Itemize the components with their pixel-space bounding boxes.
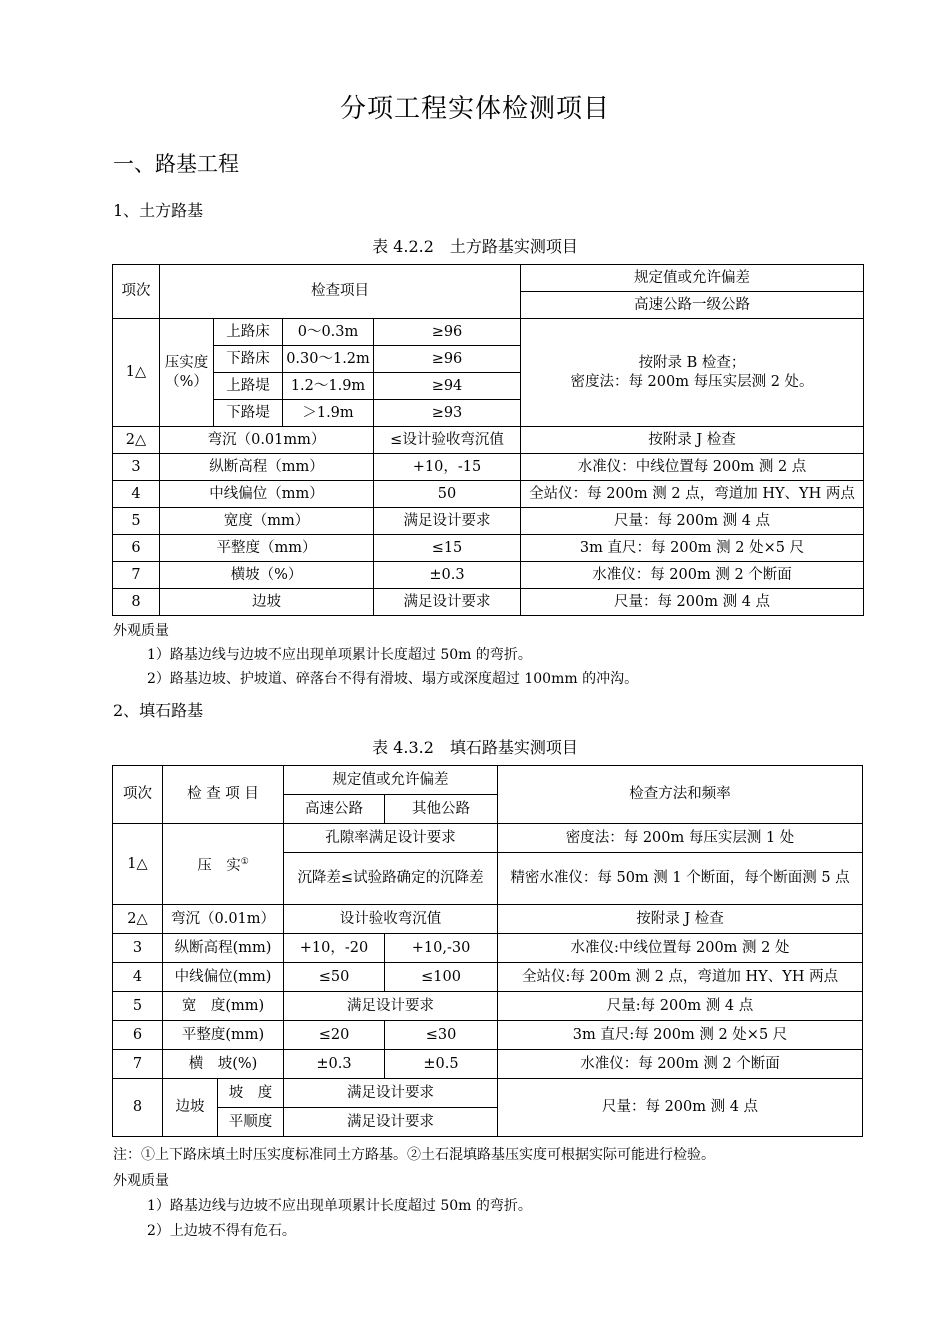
cell-method: 水准仪：中线位置每 200m 测 2 点 — [521, 454, 864, 481]
cell-method: 水准仪：每 200m 测 2 个断面 — [498, 1050, 863, 1079]
cell-value: 满足设计要求 — [374, 508, 521, 535]
appearance-note: 2）上边坡不得有危石。 — [147, 1223, 296, 1239]
appearance-note: 1）路基边线与边坡不应出现单项累计长度超过 50m 的弯折。 — [147, 1198, 532, 1214]
header-spec: 规定值或允许偏差 — [284, 766, 498, 795]
table-footnote: 注：①上下路床填土时压实度标准同土方路基。②土石混填路基压实度可根据实际可能进行检验。 — [113, 1147, 715, 1163]
cell-value: 设计验收弯沉值 — [284, 905, 498, 934]
cell-value: 沉降差≤试验路确定的沉降差 — [284, 853, 498, 905]
cell-item-no: 3 — [113, 934, 163, 963]
cell-method: 密度法：每 200m 每压实层测 1 处 — [498, 824, 863, 853]
cell-item-no: 6 — [113, 1021, 163, 1050]
table-row — [113, 1079, 863, 1108]
subsection-heading-earth: 1、土方路基 — [113, 201, 204, 220]
cell-depth: ＞1.9m — [283, 400, 374, 427]
cell-method: 精密水准仪：每 50m 测 1 个断面，每个断面测 5 点 — [498, 853, 863, 905]
cell-value: ≤设计验收弯沉值 — [374, 427, 521, 454]
table-row — [113, 905, 863, 934]
cell-check-item: 边坡 — [160, 589, 374, 616]
header-spec-sub: 高速公路一级公路 — [521, 292, 864, 319]
cell-check-item: 宽 度(mm) — [163, 992, 284, 1021]
cell-check-item: 弯沉（0.01m） — [163, 905, 284, 934]
cell-method: 尺量:每 200m 测 4 点 — [498, 992, 863, 1021]
cell-method: 按附录 J 检查 — [521, 427, 864, 454]
cell-sub-item: 平顺度 — [218, 1108, 284, 1137]
method-line: 密度法：每 200m 每压实层测 2 处。 — [570, 373, 814, 390]
cell-method: 全站仪:每 200m 测 2 点，弯道加 HY、YH 两点 — [498, 963, 863, 992]
table-row — [113, 481, 864, 508]
footnote-mark: ① — [240, 856, 249, 867]
cell-value-highway: ≤20 — [284, 1021, 385, 1050]
table-header-row — [113, 766, 863, 795]
cell-check-item: 横坡（%） — [160, 562, 374, 589]
header-check-item: 检 查 项 目 — [163, 766, 284, 824]
appearance-label: 外观质量 — [113, 623, 169, 639]
table-row — [113, 454, 864, 481]
table-row — [113, 589, 864, 616]
cell-value-other: +10,-30 — [385, 934, 498, 963]
cell-item-no: 5 — [113, 508, 160, 535]
table-rock-subgrade — [112, 765, 863, 1137]
cell-compaction — [163, 824, 284, 905]
cell-depth: 0～0.3m — [283, 319, 374, 346]
cell-value: 满足设计要求 — [284, 992, 498, 1021]
header-other-road: 其他公路 — [385, 795, 498, 824]
table-row — [113, 319, 864, 346]
table-row — [113, 508, 864, 535]
table-earth-subgrade — [112, 264, 864, 616]
cell-method: 按附录 J 检查 — [498, 905, 863, 934]
cell-value-other: ±0.5 — [385, 1050, 498, 1079]
table2-caption: 表 4.3.2 填石路基实测项目 — [372, 738, 578, 757]
header-method: 检查方法和频率 — [498, 766, 863, 824]
header-highway: 高速公路 — [284, 795, 385, 824]
cell-value: +10，-15 — [374, 454, 521, 481]
cell-item-no: 4 — [113, 481, 160, 508]
table-row — [113, 824, 863, 853]
table-row — [113, 992, 863, 1021]
cell-item-no: 7 — [113, 562, 160, 589]
cell-method — [521, 319, 864, 427]
cell-value: 孔隙率满足设计要求 — [284, 824, 498, 853]
cell-method: 尺量：每 200m 测 4 点 — [521, 508, 864, 535]
table-row — [113, 934, 863, 963]
cell-check-item: 纵断高程（mm） — [160, 454, 374, 481]
method-line: 按附录 B 检查； — [638, 354, 746, 371]
cell-method: 尺量：每 200m 测 4 点 — [498, 1079, 863, 1137]
cell-value-highway: ±0.3 — [284, 1050, 385, 1079]
cell-slope: 边坡 — [163, 1079, 218, 1137]
cell-check-item: 弯沉（0.01mm） — [160, 427, 374, 454]
cell-layer: 上路床 — [214, 319, 283, 346]
cell-value: ≥96 — [374, 319, 521, 346]
cell-check-item: 横 坡(%) — [163, 1050, 284, 1079]
cell-value-highway: +10，-20 — [284, 934, 385, 963]
cell-method: 3m 直尺：每 200m 测 2 处×5 尺 — [521, 535, 864, 562]
cell-item-no: 6 — [113, 535, 160, 562]
cell-item-no: 1△ — [113, 319, 160, 427]
cell-value: 满足设计要求 — [284, 1108, 498, 1137]
cell-method: 水准仪：每 200m 测 2 个断面 — [521, 562, 864, 589]
cell-item-no: 5 — [113, 992, 163, 1021]
cell-item-no: 2△ — [113, 427, 160, 454]
cell-method: 尺量：每 200m 测 4 点 — [521, 589, 864, 616]
cell-value: ±0.3 — [374, 562, 521, 589]
cell-value-other: ≤30 — [385, 1021, 498, 1050]
cell-item-no: 8 — [113, 1079, 163, 1137]
cell-value: ≤15 — [374, 535, 521, 562]
subsection-heading-rock: 2、填石路基 — [113, 701, 204, 720]
cell-layer: 下路堤 — [214, 400, 283, 427]
cell-item-no: 1△ — [113, 824, 163, 905]
cell-check-item: 平整度（mm） — [160, 535, 374, 562]
section-heading: 一、路基工程 — [113, 152, 239, 176]
cell-value: 满足设计要求 — [284, 1079, 498, 1108]
header-check-item: 检查项目 — [160, 265, 521, 319]
cell-value: ≥96 — [374, 346, 521, 373]
cell-check-item: 中线偏位(mm) — [163, 963, 284, 992]
cell-item-no: 8 — [113, 589, 160, 616]
document-title: 分项工程实体检测项目 — [339, 94, 610, 124]
cell-value: 满足设计要求 — [374, 589, 521, 616]
appearance-note: 2）路基边坡、护坡道、碎落台不得有滑坡、塌方或深度超过 100mm 的冲沟。 — [147, 671, 639, 687]
cell-layer: 上路堤 — [214, 373, 283, 400]
cell-value-other: ≤100 — [385, 963, 498, 992]
cell-method: 全站仪：每 200m 测 2 点，弯道加 HY、YH 两点 — [521, 481, 864, 508]
compaction-label: 压 实 — [197, 857, 241, 874]
cell-item-no: 4 — [113, 963, 163, 992]
cell-depth: 1.2～1.9m — [283, 373, 374, 400]
cell-item-no: 7 — [113, 1050, 163, 1079]
cell-item-no: 3 — [113, 454, 160, 481]
table-row — [113, 562, 864, 589]
header-item-no: 项次 — [113, 265, 160, 319]
cell-depth: 0.30～1.2m — [283, 346, 374, 373]
cell-check-item: 纵断高程(mm) — [163, 934, 284, 963]
header-item-no: 项次 — [113, 766, 163, 824]
cell-value: 50 — [374, 481, 521, 508]
cell-compaction: 压实度（%） — [160, 319, 214, 427]
cell-item-no: 2△ — [113, 905, 163, 934]
header-spec: 规定值或允许偏差 — [521, 265, 864, 292]
cell-check-item: 宽度（mm） — [160, 508, 374, 535]
cell-value: ≥94 — [374, 373, 521, 400]
table1-caption: 表 4.2.2 土方路基实测项目 — [372, 237, 578, 256]
table-row — [113, 963, 863, 992]
table-header-row — [113, 265, 864, 292]
cell-value-highway: ≤50 — [284, 963, 385, 992]
cell-check-item: 平整度(mm) — [163, 1021, 284, 1050]
table-row — [113, 535, 864, 562]
table-row — [113, 427, 864, 454]
cell-layer: 下路床 — [214, 346, 283, 373]
cell-method: 水准仪:中线位置每 200m 测 2 处 — [498, 934, 863, 963]
table-row — [113, 1050, 863, 1079]
cell-check-item: 中线偏位（mm） — [160, 481, 374, 508]
cell-value: ≥93 — [374, 400, 521, 427]
appearance-note: 1）路基边线与边坡不应出现单项累计长度超过 50m 的弯折。 — [147, 647, 532, 663]
cell-sub-item: 坡 度 — [218, 1079, 284, 1108]
appearance-label: 外观质量 — [113, 1173, 169, 1189]
cell-method: 3m 直尺:每 200m 测 2 处×5 尺 — [498, 1021, 863, 1050]
table-row — [113, 1021, 863, 1050]
